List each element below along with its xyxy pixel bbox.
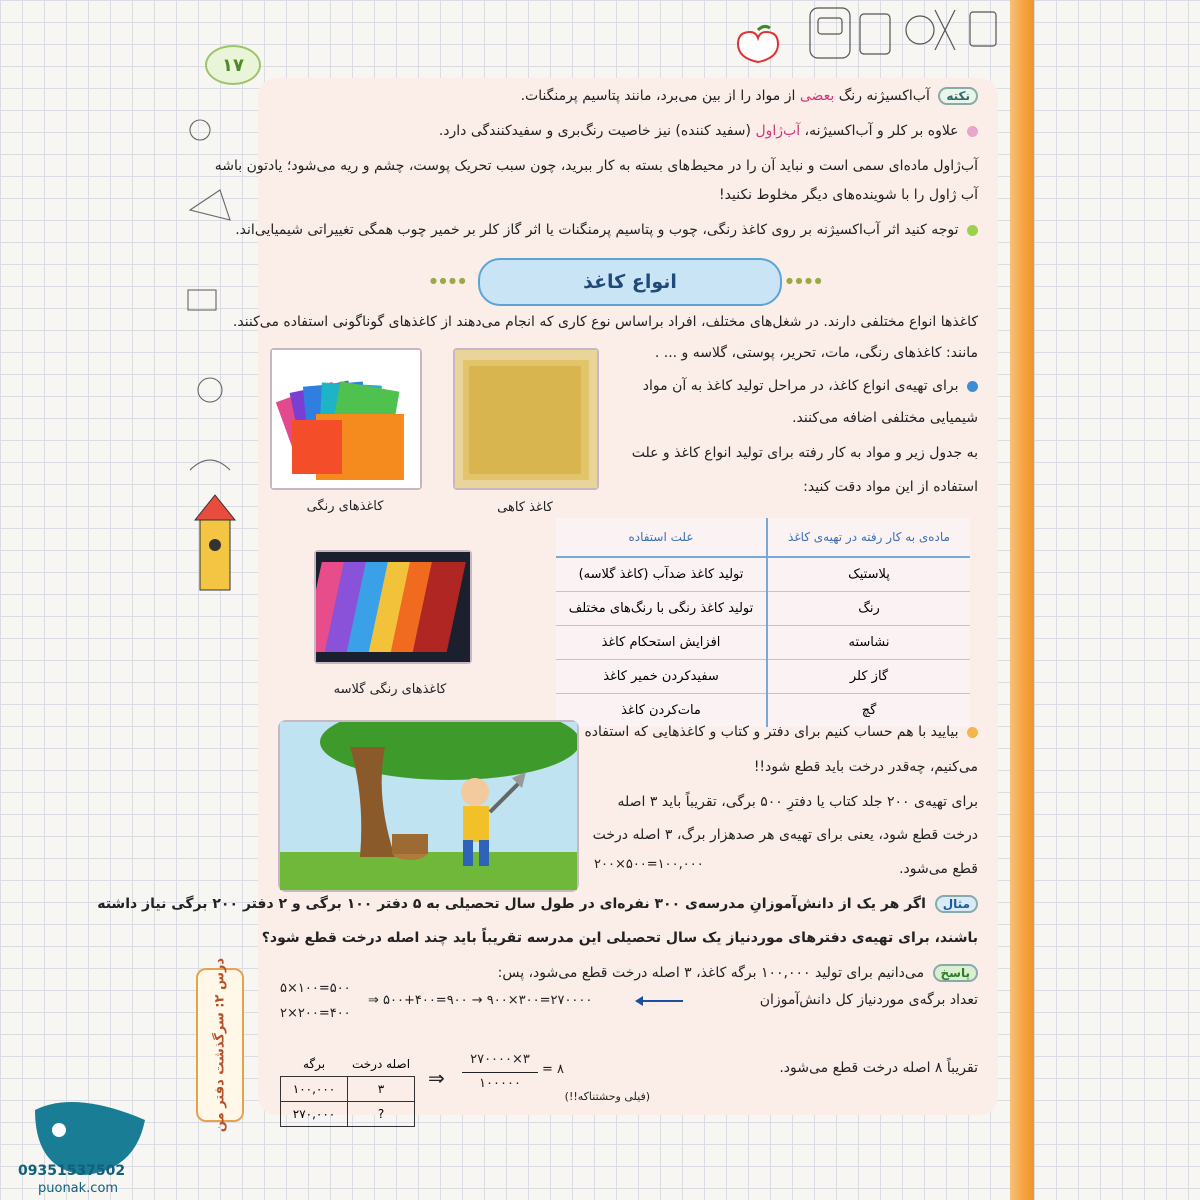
- paper-para-2: مانند: کاغذهای رنگی، مات، تحریر، پوستی، گلاسه و ... .: [654, 345, 978, 361]
- table-row: پلاستیک تولید کاغذ ضدآب (کاغذ گلاسه): [556, 557, 970, 592]
- example-question-1: مثال اگر هر یک از دانش‌آموزانِ مدرسه‌ی ۳۰۰ نفره‌ای در طول سال تحصیلی به ۵ دفتر ۱۰۰ برگی و ۲ دفتر ۲۰۰ برگی نیاز داشته: [97, 895, 978, 913]
- brand-phone: 09351537502: [18, 1163, 126, 1179]
- highlight-javel: آب‌ژاول: [755, 123, 801, 139]
- fraction-numerator: ۲۷۰۰۰۰×۳: [470, 1052, 530, 1067]
- paper-para-3: برای تهیه‌ی انواع کاغذ، در مراحل تولید کاغذ به آن مواد: [643, 378, 978, 394]
- answer-badge: پاسخ: [933, 964, 978, 982]
- fraction-denominator: ۱۰۰۰۰۰: [479, 1076, 521, 1091]
- school-doodles-left: [180, 90, 250, 650]
- tree-text-2: می‌کنیم، چه‌قدر درخت باید قطع شود!!: [753, 759, 978, 775]
- bullet-dot-icon: [967, 727, 978, 738]
- calc-1: ۵×۱۰۰=۵۰۰: [280, 981, 351, 996]
- bullet-dot-icon: [967, 381, 978, 392]
- table-row: گچ مات‌کردن کاغذ: [556, 694, 970, 728]
- intro-line-3: آب‌ژاول ماده‌ای سمی است و نباید آن را در محیط‌های بسته به کار ببرید، چون سبب تحریک پوست، چشم و ریه می‌شود؛ یادتون باشه: [214, 158, 978, 174]
- paper-para-6: استفاده از این مواد دقت کنید:: [803, 479, 978, 495]
- conclusion: تقریباً ۸ اصله درخت قطع می‌شود.: [779, 1060, 978, 1076]
- table-header: ماده‌ی به کار رفته در تهیه‌ی کاغذ: [767, 518, 970, 557]
- caption-colored: کاغذهای رنگی: [306, 499, 384, 514]
- table-row: برگه اصله درخت: [302, 1057, 411, 1071]
- table-row: رنگ تولید کاغذ رنگی با رنگ‌های مختلف: [556, 592, 970, 626]
- example-badge: مثال: [935, 895, 978, 913]
- intro-line-5: توجه کنید اثر آب‌اکسیژنه بر روی کاغذ رنگی، چوب و پتاسیم پرمنگنات یا اثر گاز کلر بر خمیر چوب همگی تغییراتی شیمیایی‌اند.: [235, 222, 978, 238]
- paper-para-4: شیمیایی مختلفی اضافه می‌کنند.: [792, 410, 978, 426]
- publisher-logo-icon: [730, 24, 792, 64]
- section-title: انواع کاغذ: [478, 258, 782, 306]
- bullet-dot-icon: [967, 225, 978, 236]
- fraction-bar: [462, 1072, 538, 1073]
- tree-cartoon-illustration: [278, 720, 579, 892]
- exclaim: (فیلی وحشتناکه!!): [564, 1090, 650, 1103]
- example-question-2: باشند، برای تهیه‌ی دفترهای موردنیاز یک سال تحصیلی این مدرسه تقریباً باید چند اصله درخت قطع شود؟: [261, 930, 978, 946]
- tree-text-5: قطع می‌شود.: [899, 861, 978, 877]
- calc-2: ۲×۲۰۰=۴۰۰: [280, 1006, 351, 1021]
- caption-kahi: کاغذ کاهی: [497, 500, 553, 515]
- tree-text-1: بیایید با هم حساب کنیم برای دفتر و کتاب و کاغذهایی که استفاده: [584, 724, 978, 740]
- calc-label: تعداد برگه‌ی موردنیاز کل دانش‌آموزان: [759, 992, 978, 1008]
- page-number-badge: ۱۷: [205, 45, 261, 85]
- header-dots-left: ● ● ● ●: [430, 276, 466, 285]
- intro-line-4: آب ژاول را با شوینده‌های دیگر مخلوط نکنید!: [719, 187, 978, 203]
- table-header: علت استفاده: [556, 518, 767, 557]
- intro-line-2: علاوه بر کلر و آب‌اکسیژنه، آب‌ژاول (سفید کننده) نیز خاصیت رنگ‌بری و سفیدکنندگی دارد.: [439, 123, 978, 139]
- side-lesson-tab: درس ۲: سرگذشت دفتر من: [196, 968, 244, 1122]
- nokte-line: نکته آب‌اکسیژنه رنگ بعضی از مواد را از بین می‌برد، مانند پتاسیم پرمنگنات.: [521, 87, 978, 105]
- glossy-paper-photo: [314, 550, 472, 664]
- nokte-badge: نکته: [938, 87, 978, 105]
- book-edge: [1010, 0, 1034, 1200]
- highlight-word: بعضی: [799, 88, 835, 104]
- table-row: نشاسته افزایش استحکام کاغذ: [556, 626, 970, 660]
- paper-para-5: به جدول زیر و مواد به کار رفته برای تولید انواع کاغذ و علت: [631, 445, 978, 461]
- kahi-paper-photo: [453, 348, 599, 490]
- table-row: ۲۷۰,۰۰۰ ?: [281, 1102, 415, 1127]
- materials-table: [556, 518, 970, 727]
- brand-website: puonak.com: [38, 1181, 119, 1196]
- fraction-result: = ۸: [542, 1062, 565, 1077]
- colored-paper-photo: [270, 348, 422, 490]
- paper-para-1: کاغذها انواع مختلفی دارند. در شغل‌های مختلف، افراد براساس نوع کاری که انجام می‌دهند از کاغذهای گوناگونی استفاده می‌کنند.: [232, 314, 978, 330]
- bullet-dot-icon: [967, 126, 978, 137]
- arrow-left-icon: [635, 995, 683, 1007]
- table-row: گاز کلر سفیدکردن خمیر کاغذ: [556, 660, 970, 694]
- tree-calc: ۲۰۰×۵۰۰=۱۰۰,۰۰۰: [594, 857, 704, 872]
- tree-text-4: درخت قطع شود، یعنی برای تهیه‌ی هر صدهزار برگ، ۳ اصله درخت: [592, 827, 978, 843]
- proportion-table: [280, 1052, 415, 1127]
- implies-arrow: ⇒: [428, 1066, 445, 1090]
- tree-text-3: برای تهیه‌ی ۲۰۰ جلد کتاب یا دفترِ ۵۰۰ برگی، تقریباً باید ۳ اصله: [617, 794, 978, 810]
- calc-3: ⇒ ۵۰۰+۴۰۰=۹۰۰ → ۹۰۰×۳۰۰=۲۷۰۰۰۰: [368, 993, 593, 1008]
- answer-line: پاسخ می‌دانیم برای تولید ۱۰۰,۰۰۰ برگه کاغذ، ۳ اصله درخت قطع می‌شود، پس:: [498, 964, 978, 982]
- table-row: ۱۰۰,۰۰۰ ۳: [281, 1077, 415, 1102]
- header-dots-right: ● ● ● ●: [786, 276, 822, 285]
- caption-glossy: کاغذهای رنگی گلاسه: [333, 682, 447, 697]
